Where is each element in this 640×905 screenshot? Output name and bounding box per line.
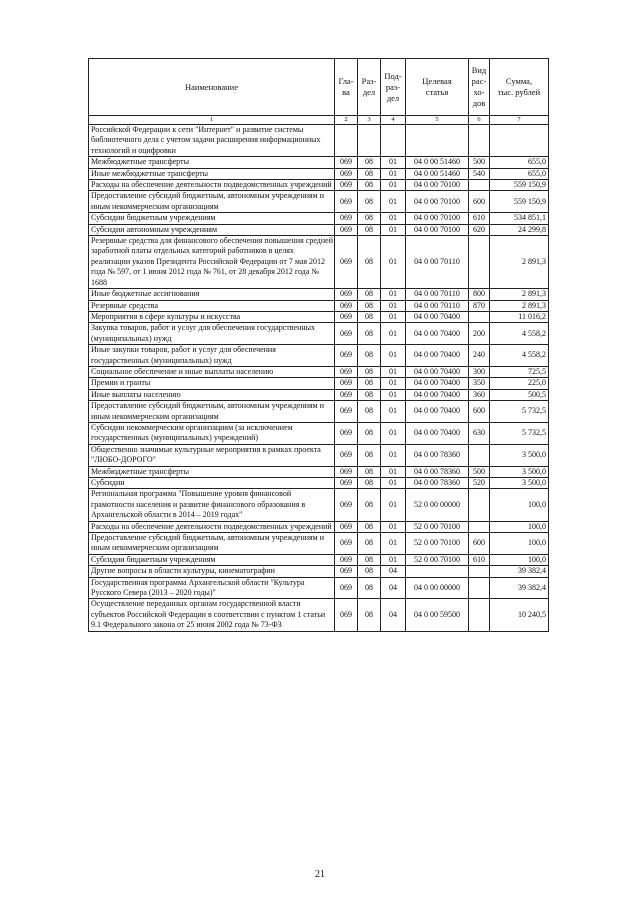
row-vid: 360	[469, 389, 490, 400]
row-vid	[469, 236, 490, 289]
row-vid: 540	[469, 168, 490, 179]
row-target: 04 0 00 70400	[406, 378, 469, 389]
row-target: 04 0 00 59500	[406, 599, 469, 631]
row-podrazdel: 01	[381, 345, 406, 367]
row-podrazdel: 01	[381, 236, 406, 289]
column-number: 4	[381, 116, 406, 125]
row-podrazdel: 01	[381, 389, 406, 400]
row-podrazdel: 01	[381, 213, 406, 224]
row-razdel: 08	[358, 191, 381, 213]
row-sum: 225,0	[490, 378, 549, 389]
row-razdel	[358, 125, 381, 157]
row-podrazdel: 04	[381, 599, 406, 631]
row-razdel: 08	[358, 444, 381, 466]
row-vid: 300	[469, 366, 490, 377]
row-name: Межбюджетные трансферты	[89, 466, 335, 477]
table-row	[89, 533, 549, 555]
row-name: Предоставление субсидий бюджетным, автономным учреждениям и иным некоммерческим организациям	[89, 533, 335, 555]
row-glava: 069	[335, 401, 358, 423]
row-podrazdel: 01	[381, 168, 406, 179]
row-razdel: 08	[358, 599, 381, 631]
column-number: 5	[406, 116, 469, 125]
row-razdel: 08	[358, 577, 381, 599]
row-name: Субсидии некоммерческим организациям (за исключением государственных (муниципальных) учреждений)	[89, 422, 335, 444]
row-name: Предоставление субсидий бюджетным, автономным учреждениям и иным некоммерческим организациям	[89, 401, 335, 423]
row-glava: 069	[335, 566, 358, 577]
column-number: 7	[490, 116, 549, 125]
row-name: Расходы на обеспечение деятельности подведомственных учреждений	[89, 521, 335, 532]
row-sum: 4 558,2	[490, 323, 549, 345]
row-razdel: 08	[358, 533, 381, 555]
row-target	[406, 566, 469, 577]
row-target: 04 0 00 70400	[406, 311, 469, 322]
row-glava	[335, 125, 358, 157]
table-row	[89, 213, 549, 224]
row-glava: 069	[335, 466, 358, 477]
table-row	[89, 554, 549, 565]
row-glava: 069	[335, 323, 358, 345]
header-podrazdel: Под- раз- дел	[381, 59, 406, 116]
row-podrazdel: 01	[381, 401, 406, 423]
row-glava: 069	[335, 300, 358, 311]
row-sum: 10 240,5	[490, 599, 549, 631]
row-target: 04 0 00 70400	[406, 345, 469, 367]
row-target: 04 0 00 51460	[406, 157, 469, 168]
row-podrazdel: 01	[381, 521, 406, 532]
row-name: Межбюджетные трансферты	[89, 157, 335, 168]
row-target: 52 0 00 70100	[406, 554, 469, 565]
row-name: Субсидии	[89, 478, 335, 489]
row-sum: 559 150,9	[490, 191, 549, 213]
row-podrazdel: 01	[381, 489, 406, 521]
budget-table	[88, 58, 549, 632]
row-target: 04 0 00 78360	[406, 466, 469, 477]
row-sum: 4 558,2	[490, 345, 549, 367]
row-sum: 100,0	[490, 533, 549, 555]
row-target: 04 0 00 78360	[406, 444, 469, 466]
row-name: Премии и гранты	[89, 378, 335, 389]
table-row	[89, 444, 549, 466]
row-sum: 655,0	[490, 157, 549, 168]
row-razdel: 08	[358, 389, 381, 400]
row-name: Расходы на обеспечение деятельности подведомственных учреждений	[89, 180, 335, 191]
row-sum: 534 851,1	[490, 213, 549, 224]
table-row	[89, 224, 549, 235]
row-sum: 5 732,5	[490, 401, 549, 423]
row-vid: 600	[469, 191, 490, 213]
row-razdel: 08	[358, 521, 381, 532]
row-vid: 350	[469, 378, 490, 389]
row-name: Государственная программа Архангельской области "Культура Русского Севера (2013 – 2020 годы)"	[89, 577, 335, 599]
row-name: Иные выплаты населению	[89, 389, 335, 400]
row-glava: 069	[335, 191, 358, 213]
row-sum: 500,5	[490, 389, 549, 400]
row-name: Социальное обеспечение и иные выплаты населению	[89, 366, 335, 377]
table-row	[89, 478, 549, 489]
row-podrazdel: 01	[381, 323, 406, 345]
row-vid: 200	[469, 323, 490, 345]
table-row	[89, 389, 549, 400]
row-razdel: 08	[358, 213, 381, 224]
row-target: 04 0 00 70100	[406, 180, 469, 191]
row-target: 04 0 00 70100	[406, 213, 469, 224]
row-target: 04 0 00 70400	[406, 422, 469, 444]
row-name: Субсидии бюджетным учреждениям	[89, 213, 335, 224]
row-target: 04 0 00 70110	[406, 236, 469, 289]
row-name: Резервные средства	[89, 300, 335, 311]
row-glava: 069	[335, 478, 358, 489]
header-vid: Вид рас- хо- дов	[469, 59, 490, 116]
row-target: 52 0 00 70100	[406, 533, 469, 555]
row-target: 52 0 00 00000	[406, 489, 469, 521]
row-glava: 069	[335, 311, 358, 322]
row-razdel: 08	[358, 566, 381, 577]
table-row	[89, 311, 549, 322]
row-glava: 069	[335, 168, 358, 179]
row-glava: 069	[335, 289, 358, 300]
row-sum: 3 500,0	[490, 478, 549, 489]
row-podrazdel: 01	[381, 444, 406, 466]
header-sum: Сумма, тыс. рублей	[490, 59, 549, 116]
row-sum: 2 891,3	[490, 236, 549, 289]
column-number-row	[89, 116, 549, 125]
row-razdel: 08	[358, 224, 381, 235]
row-vid: 600	[469, 401, 490, 423]
row-name: Иные закупки товаров, работ и услуг для обеспечения государственных (муниципальных) нужд	[89, 345, 335, 367]
row-vid: 620	[469, 224, 490, 235]
row-podrazdel: 01	[381, 180, 406, 191]
column-number: 3	[358, 116, 381, 125]
row-glava: 069	[335, 554, 358, 565]
row-vid	[469, 566, 490, 577]
row-podrazdel: 04	[381, 577, 406, 599]
row-razdel: 08	[358, 157, 381, 168]
row-sum: 3 500,0	[490, 444, 549, 466]
table-header-row	[89, 59, 549, 116]
table-row	[89, 180, 549, 191]
row-podrazdel: 01	[381, 191, 406, 213]
row-target: 04 0 00 70110	[406, 300, 469, 311]
page-number: 21	[315, 869, 325, 880]
row-sum: 24 299,8	[490, 224, 549, 235]
row-vid: 870	[469, 300, 490, 311]
row-name: Общественно значимые культурные мероприятия в рамках проекта "ЛЮБО-ДОРОГО"	[89, 444, 335, 466]
table-row	[89, 323, 549, 345]
row-name: Мероприятия в сфере культуры и искусства	[89, 311, 335, 322]
row-sum: 2 891,3	[490, 289, 549, 300]
row-razdel: 08	[358, 300, 381, 311]
row-sum: 5 732,5	[490, 422, 549, 444]
row-sum: 725,5	[490, 366, 549, 377]
row-sum: 3 500,0	[490, 466, 549, 477]
row-razdel: 08	[358, 236, 381, 289]
row-vid: 610	[469, 554, 490, 565]
table-row	[89, 521, 549, 532]
row-vid	[469, 521, 490, 532]
table-row	[89, 289, 549, 300]
row-name: Иные межбюджетные трансферты	[89, 168, 335, 179]
table-body	[89, 125, 549, 632]
row-glava: 069	[335, 577, 358, 599]
row-glava: 069	[335, 236, 358, 289]
row-name: Субсидии бюджетным учреждениям	[89, 554, 335, 565]
row-name: Предоставление субсидий бюджетным, автономным учреждениям и иным некоммерческим организациям	[89, 191, 335, 213]
row-glava: 069	[335, 157, 358, 168]
header-glava: Гла- ва	[335, 59, 358, 116]
column-number: 1	[89, 116, 335, 125]
row-name: Закупка товаров, работ и услуг для обеспечения государственных (муниципальных) нужд	[89, 323, 335, 345]
row-target: 52 0 00 70100	[406, 521, 469, 532]
table-row	[89, 577, 549, 599]
row-razdel: 08	[358, 466, 381, 477]
row-sum: 100,0	[490, 521, 549, 532]
row-name: Региональная программа "Повышение уровня финансовой грамотности населения и развитие финансового образования в Архангельской области в 2014 – 2019 годах"	[89, 489, 335, 521]
row-glava: 069	[335, 345, 358, 367]
table-row	[89, 168, 549, 179]
row-podrazdel: 01	[381, 422, 406, 444]
row-target: 04 0 00 70100	[406, 191, 469, 213]
row-glava: 069	[335, 366, 358, 377]
row-vid: 500	[469, 466, 490, 477]
table-row	[89, 422, 549, 444]
row-razdel: 08	[358, 422, 381, 444]
row-target: 04 0 00 00000	[406, 577, 469, 599]
table-row	[89, 345, 549, 367]
row-sum	[490, 125, 549, 157]
table-row	[89, 300, 549, 311]
row-glava: 069	[335, 533, 358, 555]
table-row	[89, 191, 549, 213]
row-target: 04 0 00 70400	[406, 389, 469, 400]
row-razdel: 08	[358, 168, 381, 179]
row-sum: 2 891,3	[490, 300, 549, 311]
table-row	[89, 378, 549, 389]
row-razdel: 08	[358, 289, 381, 300]
row-sum: 559 150,9	[490, 180, 549, 191]
row-vid: 500	[469, 157, 490, 168]
row-vid	[469, 125, 490, 157]
row-razdel: 08	[358, 180, 381, 191]
row-podrazdel: 01	[381, 478, 406, 489]
row-vid: 630	[469, 422, 490, 444]
row-name: Иные бюджетные ассигнования	[89, 289, 335, 300]
header-target: Целевая статья	[406, 59, 469, 116]
row-podrazdel: 01	[381, 554, 406, 565]
row-vid	[469, 444, 490, 466]
row-podrazdel	[381, 125, 406, 157]
row-razdel: 08	[358, 478, 381, 489]
row-razdel: 08	[358, 401, 381, 423]
row-sum: 100,0	[490, 554, 549, 565]
row-vid: 610	[469, 213, 490, 224]
row-razdel: 08	[358, 554, 381, 565]
row-name: Субсидии автономным учреждениям	[89, 224, 335, 235]
table-row	[89, 366, 549, 377]
row-razdel: 08	[358, 311, 381, 322]
row-sum: 100,0	[490, 489, 549, 521]
row-glava: 069	[335, 444, 358, 466]
row-vid	[469, 577, 490, 599]
row-target: 04 0 00 70400	[406, 323, 469, 345]
row-glava: 069	[335, 224, 358, 235]
table-row	[89, 599, 549, 631]
row-name: Другие вопросы в области культуры, кинематографии	[89, 566, 335, 577]
row-podrazdel: 01	[381, 533, 406, 555]
row-vid: 800	[469, 289, 490, 300]
column-number: 6	[469, 116, 490, 125]
row-vid	[469, 180, 490, 191]
row-razdel: 08	[358, 345, 381, 367]
row-target: 04 0 00 70100	[406, 224, 469, 235]
row-glava: 069	[335, 180, 358, 191]
row-podrazdel: 01	[381, 378, 406, 389]
row-glava: 069	[335, 422, 358, 444]
table-row	[89, 489, 549, 521]
row-glava: 069	[335, 489, 358, 521]
row-razdel: 08	[358, 366, 381, 377]
row-name: Российской Федерации к сети "Интернет" и развитие системы библиотечного дела с учетом задачи расширения информационных технологий и оцифровки	[89, 125, 335, 157]
table-row	[89, 566, 549, 577]
row-sum: 11 016,2	[490, 311, 549, 322]
row-glava: 069	[335, 213, 358, 224]
column-number: 2	[335, 116, 358, 125]
row-razdel: 08	[358, 378, 381, 389]
table-row	[89, 236, 549, 289]
table-row	[89, 157, 549, 168]
table-row	[89, 125, 549, 157]
row-sum: 655,0	[490, 168, 549, 179]
row-vid	[469, 489, 490, 521]
row-glava: 069	[335, 389, 358, 400]
row-target	[406, 125, 469, 157]
row-podrazdel: 01	[381, 366, 406, 377]
row-vid	[469, 599, 490, 631]
row-podrazdel: 01	[381, 157, 406, 168]
row-target: 04 0 00 51460	[406, 168, 469, 179]
row-glava: 069	[335, 521, 358, 532]
row-podrazdel: 01	[381, 311, 406, 322]
row-vid: 240	[469, 345, 490, 367]
row-vid: 520	[469, 478, 490, 489]
row-podrazdel: 01	[381, 224, 406, 235]
row-name: Резервные средства для финансового обеспечения повышения средней заработной платы отдельных категорий работников в целях реализации указов Президента Российской Федерации от 7 мая 2012 года № 597, от 1 июня 2012 года № 761, от 28 декабря 2012 года № 1688	[89, 236, 335, 289]
row-target: 04 0 00 70400	[406, 401, 469, 423]
table-row	[89, 466, 549, 477]
row-target: 04 0 00 78360	[406, 478, 469, 489]
row-glava: 069	[335, 378, 358, 389]
row-sum: 39 382,4	[490, 577, 549, 599]
row-razdel: 08	[358, 323, 381, 345]
header-razdel: Раз- дел	[358, 59, 381, 116]
row-podrazdel: 04	[381, 566, 406, 577]
row-vid	[469, 311, 490, 322]
budget-table-container	[88, 58, 548, 632]
table-row	[89, 401, 549, 423]
row-target: 04 0 00 70110	[406, 289, 469, 300]
row-razdel: 08	[358, 489, 381, 521]
row-sum: 39 382,4	[490, 566, 549, 577]
row-vid: 600	[469, 533, 490, 555]
row-podrazdel: 01	[381, 466, 406, 477]
header-name: Наименование	[89, 59, 335, 116]
row-target: 04 0 00 70400	[406, 366, 469, 377]
row-glava: 069	[335, 599, 358, 631]
row-podrazdel: 01	[381, 300, 406, 311]
row-name: Осуществление переданных органам государственной власти субъектов Российской Федерации в соответствии с пунктом 1 статьи 9.1 Федерального закона от 25 июня 2002 года № 73-ФЗ	[89, 599, 335, 631]
row-podrazdel: 01	[381, 289, 406, 300]
